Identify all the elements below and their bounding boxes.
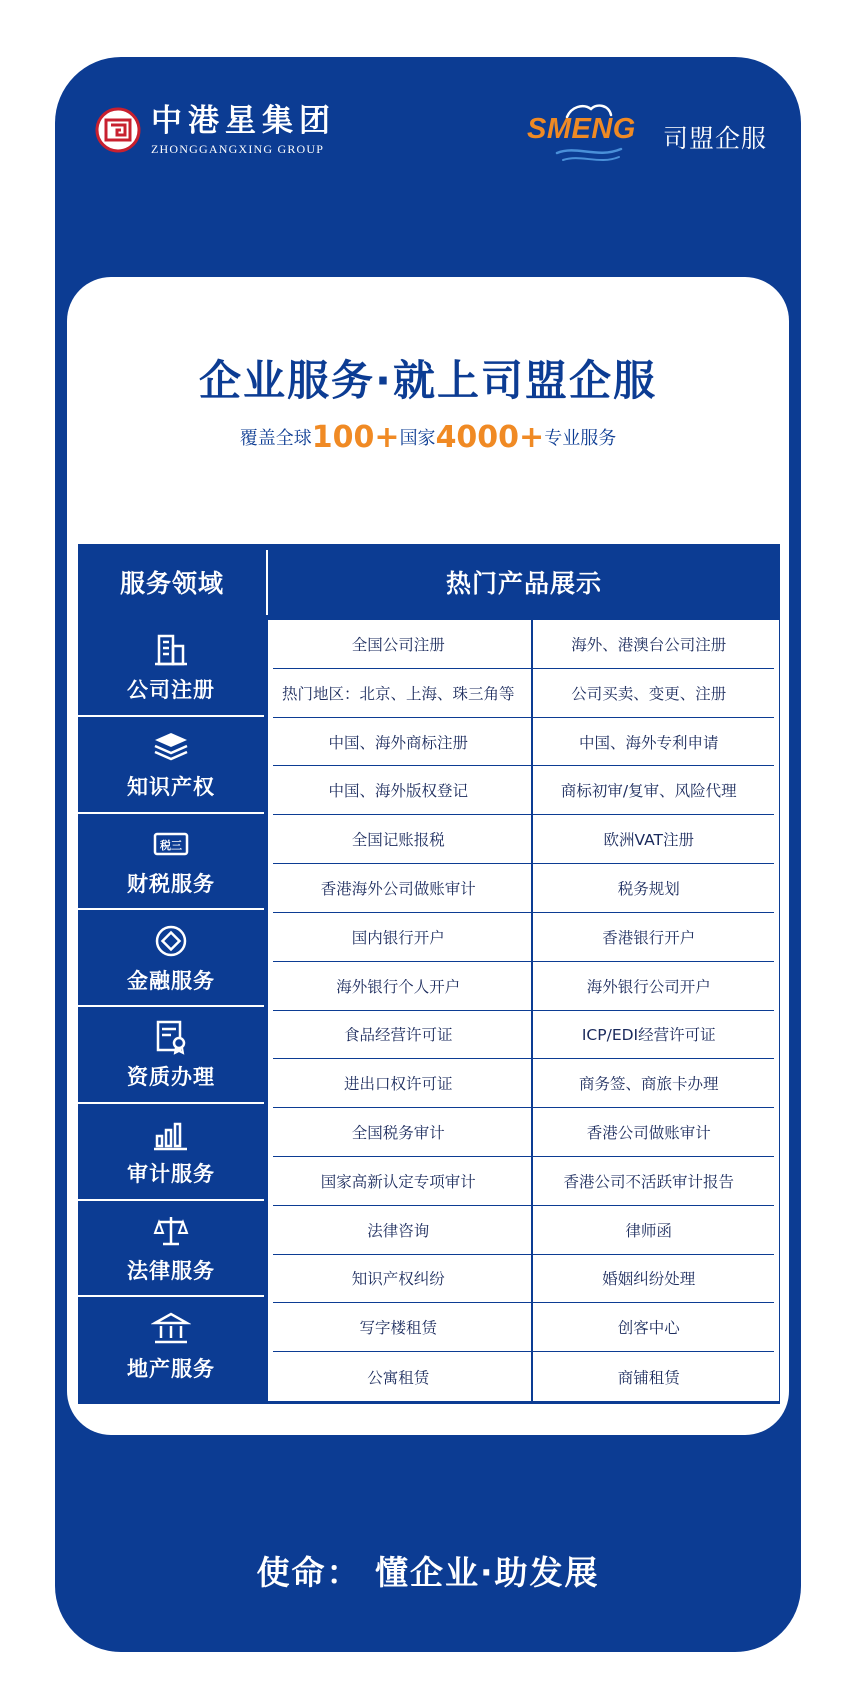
brand-name-cn: 司盟企服 [662, 124, 767, 153]
product-item[interactable]: 律师函 [625, 1221, 672, 1240]
svg-text:税三: 税三 [160, 838, 182, 852]
product-item[interactable]: 食品经营许可证 [343, 1026, 453, 1045]
category-audit-services[interactable] [78, 1104, 264, 1201]
column-header-products: 热门产品展示 [445, 568, 602, 598]
product-row [273, 1011, 774, 1060]
subtitle-text-1: 覆盖全球 [239, 428, 312, 449]
product-row [273, 1352, 774, 1401]
product-item[interactable]: 海外银行公司开户 [586, 977, 711, 996]
category-label: 金融服务 [127, 968, 215, 993]
product-row [273, 815, 774, 864]
product-item[interactable]: 全国税务审计 [351, 1124, 445, 1143]
category-column [78, 620, 264, 1394]
country-count: 100+ [311, 420, 400, 455]
product-row [273, 1255, 774, 1304]
product-grid [268, 620, 779, 1401]
product-item[interactable]: 商务签、商旅卡办理 [578, 1075, 719, 1094]
category-label: 知识产权 [127, 775, 215, 800]
page-title: 企业服务·就上司盟企服 [199, 356, 657, 405]
product-row [273, 766, 774, 815]
category-company-registration[interactable] [78, 620, 264, 717]
product-row [273, 1157, 774, 1206]
product-item[interactable]: 国内银行开户 [351, 928, 445, 947]
coin-icon [151, 921, 191, 961]
subtitle-text-3: 专业服务 [544, 428, 617, 449]
product-item[interactable]: 税务规划 [617, 879, 680, 898]
product-row [273, 1108, 774, 1157]
bank-icon [151, 1309, 191, 1349]
product-item[interactable]: 中国、海外商标注册 [328, 733, 468, 752]
service-table [78, 544, 780, 1404]
product-item[interactable]: 婚姻纠纷处理 [602, 1270, 696, 1289]
product-row [273, 864, 774, 913]
subtitle-text-2: 国家 [399, 428, 436, 449]
product-row [273, 962, 774, 1011]
scales-icon [151, 1211, 191, 1251]
product-item[interactable]: 香港公司不活跃审计报告 [563, 1172, 734, 1191]
group-name-en: ZHONGGANGXING GROUP [151, 142, 325, 156]
poster-background [55, 57, 801, 1652]
product-column-divider [531, 620, 533, 1401]
product-item[interactable]: 欧洲VAT注册 [603, 831, 694, 850]
product-item[interactable]: 公寓租赁 [367, 1368, 430, 1387]
product-item[interactable]: 写字楼租赁 [359, 1319, 437, 1338]
category-label: 地产服务 [127, 1356, 215, 1381]
product-item[interactable]: 进出口权许可证 [343, 1075, 453, 1094]
column-header-category: 服务领域 [119, 568, 224, 598]
category-financial-services[interactable] [78, 910, 264, 1007]
product-row [273, 1303, 774, 1352]
layers-icon [151, 727, 191, 767]
product-item[interactable]: 商铺租赁 [617, 1368, 680, 1387]
bar-chart-icon [151, 1114, 191, 1154]
mission-statement: 使命： 懂企业·助发展 [256, 1553, 600, 1592]
product-item[interactable]: 全国记账报税 [351, 831, 445, 850]
product-item[interactable]: 创客中心 [617, 1319, 680, 1338]
category-intellectual-property[interactable] [78, 717, 264, 814]
product-row [273, 718, 774, 767]
category-legal-services[interactable] [78, 1201, 264, 1298]
page-subtitle [67, 420, 789, 457]
product-item[interactable]: 热门地区：北京、上海、珠三角等 [281, 684, 515, 703]
building-icon [151, 630, 191, 670]
product-item[interactable]: 商标初审/复审、风险代理 [560, 782, 737, 801]
product-item[interactable]: 法律咨询 [367, 1221, 430, 1240]
product-item[interactable]: 知识产权纠纷 [351, 1270, 445, 1289]
product-item[interactable]: ICP/EDI经营许可证 [581, 1026, 716, 1045]
category-label: 资质办理 [127, 1065, 215, 1090]
product-row [273, 669, 774, 718]
certificate-icon [151, 1017, 191, 1057]
service-count: 4000+ [435, 420, 545, 455]
product-row [273, 620, 774, 669]
product-item[interactable]: 公司买卖、变更、注册 [571, 684, 727, 703]
product-row [273, 1206, 774, 1255]
product-item[interactable]: 全国公司注册 [351, 635, 445, 654]
group-emblem-icon [95, 107, 141, 153]
product-item[interactable]: 国家高新认定专项审计 [320, 1172, 476, 1191]
brand-logo [527, 99, 767, 169]
product-item[interactable]: 中国、海外专利申请 [578, 733, 719, 752]
product-row [273, 1059, 774, 1108]
product-item[interactable]: 中国、海外版权登记 [328, 782, 468, 801]
category-label: 法律服务 [127, 1258, 215, 1283]
brand-name-en: SMENG [526, 113, 636, 145]
product-item[interactable]: 香港公司做账审计 [586, 1124, 711, 1143]
product-item[interactable]: 海外银行个人开户 [336, 977, 461, 996]
category-label: 财税服务 [127, 871, 215, 896]
category-qualification[interactable] [78, 1007, 264, 1104]
category-real-estate[interactable] [78, 1297, 264, 1394]
category-tax-services[interactable] [78, 814, 264, 911]
product-item[interactable]: 海外、港澳台公司注册 [571, 635, 727, 654]
product-item[interactable]: 香港海外公司做账审计 [320, 879, 476, 898]
product-item[interactable]: 香港银行开户 [602, 928, 696, 947]
product-row [273, 913, 774, 962]
category-label: 审计服务 [127, 1162, 215, 1187]
group-logo [95, 103, 336, 157]
group-name-cn: 中港星集团 [151, 103, 336, 139]
tax-icon [151, 824, 191, 864]
content-card [67, 277, 789, 1435]
category-label: 公司注册 [127, 678, 215, 703]
